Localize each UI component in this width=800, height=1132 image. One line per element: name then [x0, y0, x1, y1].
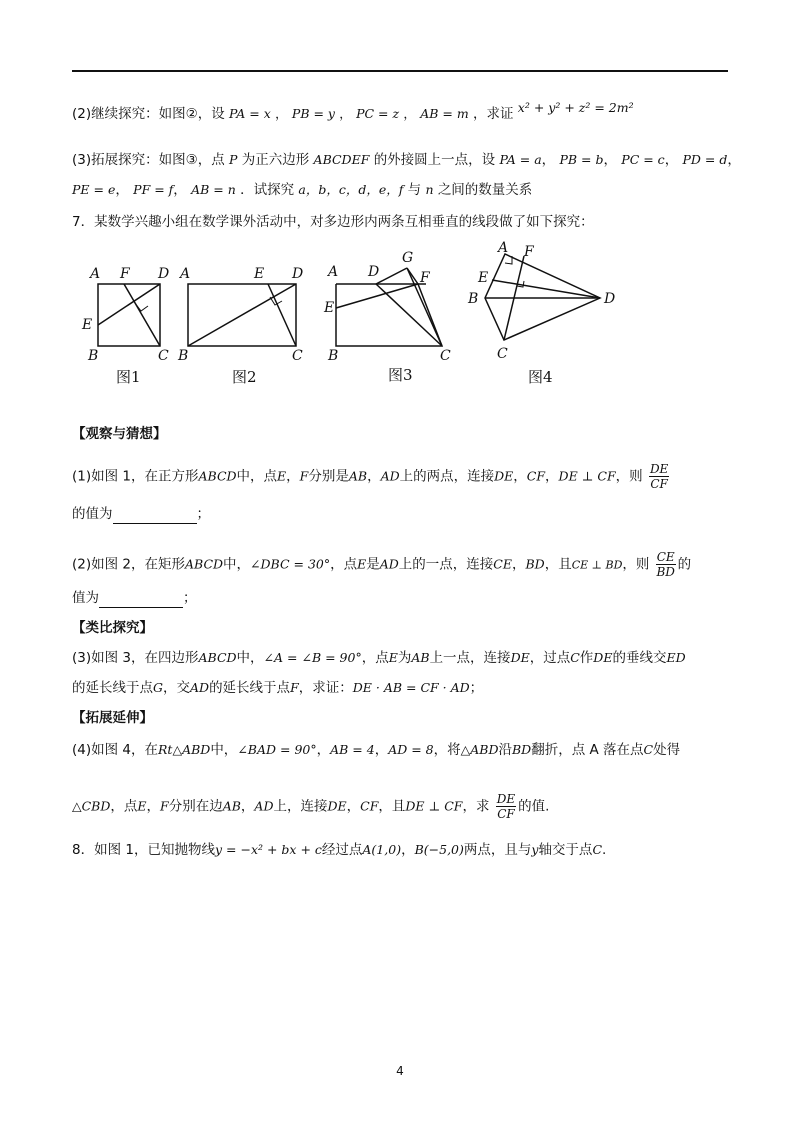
q7-part3-line1: (3)如图 3，在四边形ABCD中，∠A = ∠B = 90°，点E为AB上一点，连接DE，过点C作DE的垂线交ED	[72, 650, 686, 666]
q8-line: 8．如图 1，已知抛物线y = −x² + bx + c经过点A(1,0)，B(−5,0)两点，且与y轴交于点C.	[72, 842, 607, 858]
fig3-label-g: G	[402, 250, 414, 266]
point-b: B(−5,0)	[414, 842, 464, 857]
page-number: 4	[396, 1064, 404, 1078]
proof-formula: x² + y² + z² = 2m²	[517, 100, 634, 115]
var-n: n	[425, 182, 434, 197]
fig1-label-d: D	[158, 266, 170, 282]
fig3-label-c: C	[440, 348, 451, 364]
fig4-label-f: F	[524, 244, 534, 260]
q6-p3-l2mid2: 与	[407, 182, 422, 198]
pc-eq: PC = z	[356, 106, 400, 121]
q6-p3-l2mid: ．试探究	[240, 182, 295, 198]
pa-a: PA = a	[499, 152, 542, 167]
fig2-label-a: A	[180, 266, 191, 282]
q6-p3-l2end: 之间的数量关系	[437, 182, 533, 198]
q6-part3-line1: (3)拓展探究：如图③，点 P 为正六边形 ABCDEF 的外接圆上一点，设 PA = a， PB = b， PC = c， PD = d，	[72, 152, 741, 168]
q6-p3-mid2: 的外接圆上一点，设	[373, 152, 496, 168]
pb-b: PB = b	[559, 152, 604, 167]
fig3-label-f: F	[420, 270, 430, 286]
fig1-label-e: E	[82, 317, 93, 333]
ab-n: AB = n	[191, 182, 236, 197]
pf-f: PF = f	[133, 182, 174, 197]
fig4-label-c: C	[497, 346, 508, 362]
answer-blank-1[interactable]	[113, 509, 197, 524]
q7-part4-line2: △CBD，点E，F分别在边AB，AD上，连接DE，CF，且DE ⊥ CF，求 $\frac{DE}{CF}$ 的值.	[72, 792, 550, 821]
fig4-kite	[485, 254, 600, 340]
q6-part2: (2)继续探究：如图②，设 PA = x ， PB = y ， PC = z ， AB = m ，求证 x² + y² + z² = 2m²	[72, 100, 634, 122]
q7-part1-line2: 的值为 ；	[72, 506, 210, 522]
fig3-quad	[336, 284, 442, 346]
fig1-caption: 图1	[116, 368, 141, 386]
heading-observe: 【观察与猜想】	[72, 426, 167, 442]
fig4-label-d: D	[604, 291, 616, 307]
fig4-label-a: A	[498, 240, 509, 256]
heading-analogy: 【类比探究】	[72, 620, 153, 636]
parabola-eq: y = −x² + bx + c	[214, 842, 322, 857]
point-a: A(1,0)	[362, 842, 402, 857]
pe-e: PE = e	[72, 182, 116, 197]
ab-eq: AB = m	[420, 106, 469, 121]
fig3-caption: 图3	[388, 366, 413, 384]
q6-p3-mid: 为正六边形	[241, 152, 310, 168]
fig1-label-c: C	[158, 348, 169, 364]
pd-d: PD = d	[682, 152, 728, 167]
pa-eq: PA = x	[229, 106, 271, 121]
fig1-label-b: B	[88, 348, 99, 364]
answer-blank-2[interactable]	[99, 593, 183, 608]
fig3-label-a: A	[328, 264, 339, 280]
top-rule	[72, 70, 728, 72]
fig1-label-f: F	[120, 266, 130, 282]
fig1-label-a: A	[90, 266, 101, 282]
q6-p3-text: (3)拓展探究：如图③，点	[72, 152, 225, 168]
fig2-label-d: D	[292, 266, 304, 282]
hexagon-name: ABCDEF	[313, 152, 370, 167]
pc-c: PC = c	[621, 152, 665, 167]
q7-part2-line2: 值为 ；	[72, 590, 197, 606]
point-p: P	[229, 152, 238, 167]
fig3-label-e: E	[324, 300, 335, 316]
q7-part2-line1: (2)如图 2，在矩形ABCD中，∠DBC = 30°，点E是AD上的一点，连接CE，BD，且CE ⊥ BD，则 $\frac{CE}{BD}$ 的	[72, 550, 692, 579]
fig4-label-b: B	[468, 291, 479, 307]
fig2-label-b: B	[178, 348, 189, 364]
fraction-de-cf-2: $\frac{DE}{CF}$	[496, 792, 516, 821]
q6-p2-mid: ，求证	[473, 106, 514, 122]
fig3-label-b: B	[328, 348, 339, 364]
q7-figures	[72, 240, 692, 390]
fig3-label-d: D	[368, 264, 380, 280]
fig2-label-c: C	[292, 348, 303, 364]
pb-eq: PB = y	[291, 106, 335, 121]
q6-part3-line2: PE = e， PF = f， AB = n ．试探究 a，b，c，d，e，f 与 n 之间的数量关系	[72, 182, 533, 198]
fig2-label-e: E	[254, 266, 265, 282]
fraction-ce-bd: $\frac{CE}{BD}$	[656, 550, 675, 579]
q7-part4-line1: (4)如图 4，在Rt△ABD中，∠BAD = 90°，AB = 4，AD = 8，将△ABD沿BD翻折，点 A 落在点C处得	[72, 742, 681, 758]
q6-p2-text: (2)继续探究：如图②，设	[72, 106, 225, 122]
fig4-caption: 图4	[528, 368, 553, 386]
q7-part3-line2: 的延长线于点G，交AD的延长线于点F，求证：DE · AB = CF · AD；	[72, 680, 484, 696]
heading-extension: 【拓展延伸】	[72, 710, 153, 726]
var-list: a，b，c，d，e，f	[298, 182, 404, 197]
fig4-label-e: E	[478, 270, 489, 286]
fraction-de-cf: $\frac{DE}{CF}$	[649, 462, 669, 491]
fig2-caption: 图2	[232, 368, 257, 386]
q7-intro: 7．某数学兴趣小组在数学课外活动中，对多边形内两条互相垂直的线段做了如下探究：	[72, 214, 594, 230]
q7-part1-line1: (1)如图 1，在正方形ABCD中，点E，F分别是AB，AD上的两点，连接DE，CF，DE ⊥ CF，则 $\frac{DE}{CF}$	[72, 462, 669, 491]
